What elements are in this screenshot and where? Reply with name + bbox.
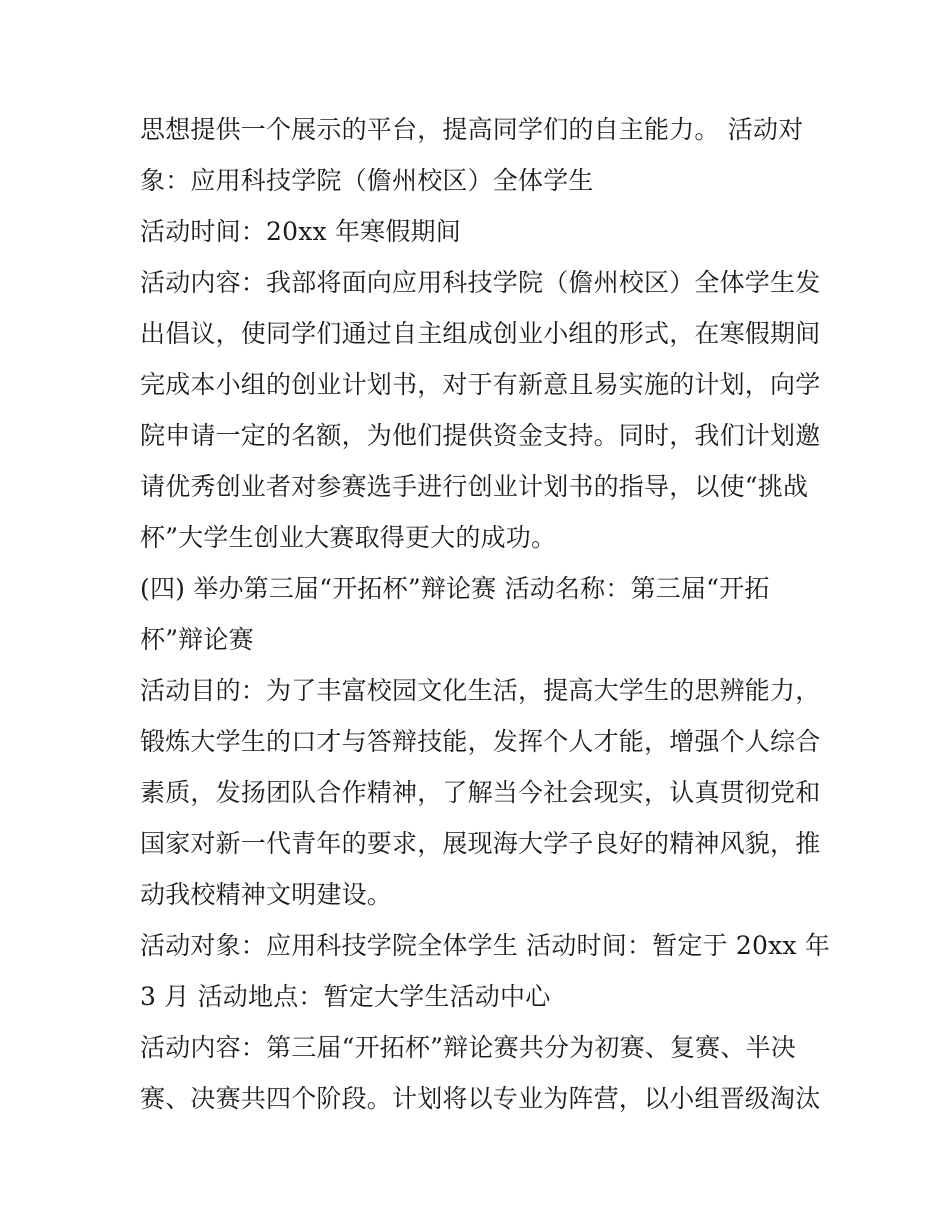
text-line: 锻炼大学生的口才与答辩技能，发挥个人才能，增强个人综合 (140, 727, 821, 756)
text-line: 3 月 活动地点：暂定大学生活动中心 (140, 982, 551, 1011)
text-line: 活动对象：应用科技学院全体学生 活动时间：暂定于 20xx 年 (140, 931, 831, 960)
section-heading: (四) 举办第三届“开拓杯”辩论赛 活动名称：第三届“开拓 (140, 574, 770, 603)
text-line: 国家对新一代青年的要求，展现海大学子良好的精神风貌，推 (140, 829, 821, 858)
text-line: 杯”辩论赛 (140, 625, 254, 654)
text-line: 活动内容：我部将面向应用科技学院（儋州校区）全体学生发 (140, 268, 821, 297)
text-line: 活动内容：第三届“开拓杯”辩论赛共分为初赛、复赛、半决 (140, 1033, 796, 1062)
text-line: 请优秀创业者对参赛选手进行创业计划书的指导，以使“挑战 (140, 472, 809, 501)
text-line: 赛、决赛共四个阶段。计划将以专业为阵营，以小组晋级淘汰 (140, 1084, 821, 1113)
text-line: 杯”大学生创业大赛取得更大的成功。 (140, 523, 557, 552)
text-line: 完成本小组的创业计划书，对于有新意且易实施的计划，向学 (140, 370, 821, 399)
text-line: 素质，发扬团队合作精神，了解当今社会现实，认真贯彻党和 (140, 778, 821, 807)
text-line: 思想提供一个展示的平台，提高同学们的自主能力。 活动对 (140, 115, 804, 144)
text-line: 出倡议，使同学们通过自主组成创业小组的形式，在寒假期间 (140, 319, 821, 348)
text-line: 活动时间：20xx 年寒假期间 (140, 217, 461, 246)
text-line: 动我校精神文明建设。 (140, 880, 393, 909)
text-line: 院申请一定的名额，为他们提供资金支持。同时，我们计划邀 (140, 421, 821, 450)
text-line: 象：应用科技学院（儋州校区）全体学生 (140, 166, 594, 195)
text-line: 活动目的：为了丰富校园文化生活，提高大学生的思辨能力， (140, 676, 821, 705)
